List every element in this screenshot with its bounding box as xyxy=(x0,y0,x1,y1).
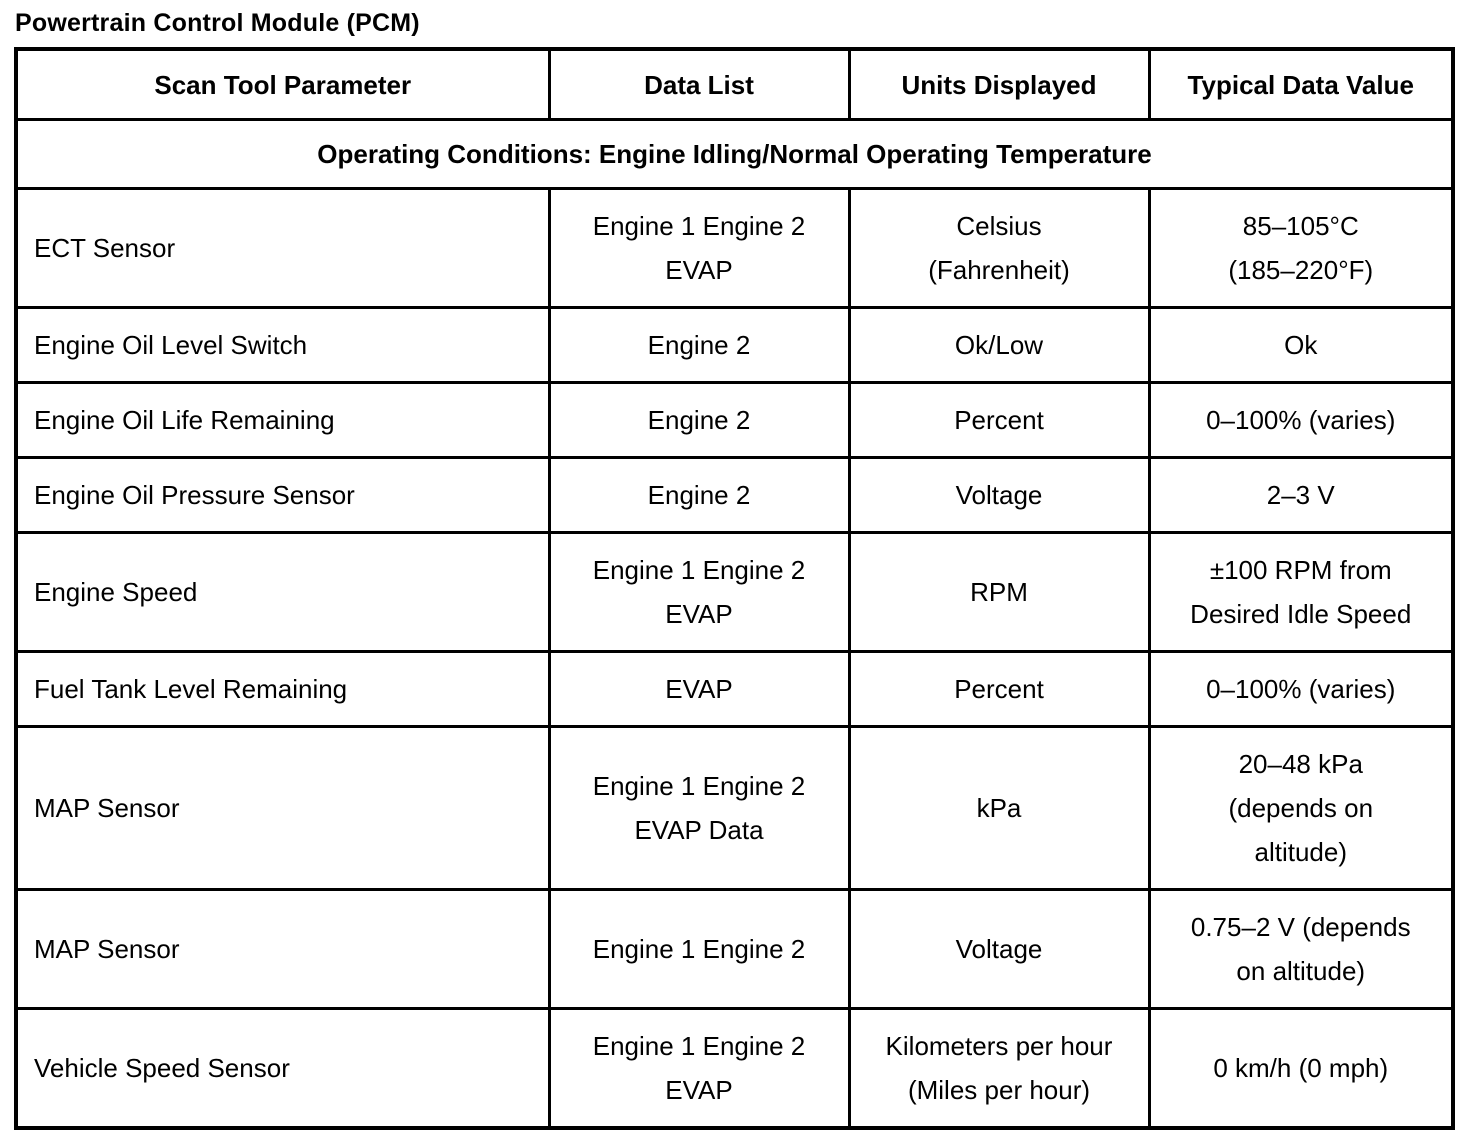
units-line: (Miles per hour) xyxy=(907,1075,1091,1105)
data-list-line: EVAP Data xyxy=(634,815,764,845)
typical-value-cell xyxy=(1149,1009,1453,1129)
units-line: Ok/Low xyxy=(954,330,1044,360)
typical-value-line: 2–3 V xyxy=(1266,480,1335,510)
units-cell xyxy=(849,383,1149,458)
data-list-line: Engine 1 Engine 2 xyxy=(592,934,806,964)
header-units-displayed: Units Displayed xyxy=(849,49,1149,120)
typical-value-cell xyxy=(1149,652,1453,727)
data-list-line: Engine 2 xyxy=(647,480,751,510)
table-row xyxy=(16,383,1453,458)
data-list-cell xyxy=(549,308,849,383)
units-line: Voltage xyxy=(955,934,1043,964)
typical-value-cell xyxy=(1149,308,1453,383)
header-typical-data-value: Typical Data Value xyxy=(1149,49,1453,120)
table-row xyxy=(16,308,1453,383)
header-scan-tool-parameter: Scan Tool Parameter xyxy=(16,49,549,120)
data-list-cell xyxy=(549,533,849,652)
data-list-cell xyxy=(549,189,849,308)
data-list-line: EVAP xyxy=(665,255,733,285)
table-row xyxy=(16,652,1453,727)
typical-value-cell xyxy=(1149,533,1453,652)
units-cell xyxy=(849,308,1149,383)
units-line: RPM xyxy=(970,577,1028,607)
data-list-cell xyxy=(549,890,849,1009)
data-list-line: EVAP xyxy=(665,1075,733,1105)
typical-value-cell xyxy=(1149,727,1453,890)
page-title: Powertrain Control Module (PCM) xyxy=(15,9,420,37)
data-list-line: Engine 2 xyxy=(647,330,751,360)
data-list-cell xyxy=(549,727,849,890)
units-line: (Fahrenheit) xyxy=(928,255,1070,285)
typical-value-line: Ok xyxy=(1284,330,1318,360)
data-list-line: Engine 1 Engine 2 xyxy=(592,211,806,241)
typical-value-line: (185–220°F) xyxy=(1228,255,1374,285)
typical-value-line: 0 km/h (0 mph) xyxy=(1213,1053,1389,1083)
data-list-cell xyxy=(549,458,849,533)
typical-value-line: 0.75–2 V (depends xyxy=(1190,912,1411,942)
pcm-data-table xyxy=(14,47,1455,1130)
typical-value-line: on altitude) xyxy=(1236,956,1366,986)
data-list-line: Engine 1 Engine 2 xyxy=(592,1031,806,1061)
table-row xyxy=(16,458,1453,533)
data-list-line: EVAP xyxy=(665,674,733,704)
units-cell xyxy=(849,652,1149,727)
typical-value-line: 85–105°C xyxy=(1242,211,1359,241)
units-line: Percent xyxy=(954,405,1044,435)
typical-value-line: altitude) xyxy=(1254,837,1347,867)
units-cell xyxy=(849,727,1149,890)
data-list-line: Engine 1 Engine 2 xyxy=(592,555,806,585)
typical-value-cell xyxy=(1149,383,1453,458)
typical-value-cell xyxy=(1149,890,1453,1009)
data-list-line: EVAP xyxy=(665,599,733,629)
table-row xyxy=(16,1009,1453,1129)
table-row xyxy=(16,890,1453,1009)
operating-conditions-heading: Operating Conditions: Engine Idling/Normal Operating Temperature xyxy=(16,120,1453,189)
table-row xyxy=(16,189,1453,308)
typical-value-line: 0–100% (varies) xyxy=(1206,405,1396,435)
data-list-cell xyxy=(549,1009,849,1129)
data-list-line: Engine 1 Engine 2 xyxy=(592,771,806,801)
parameter-cell: Engine Oil Pressure Sensor xyxy=(16,458,549,533)
parameter-cell: MAP Sensor xyxy=(16,890,549,1009)
units-cell xyxy=(849,189,1149,308)
data-list-cell xyxy=(549,383,849,458)
units-line: Voltage xyxy=(955,480,1043,510)
typical-value-cell xyxy=(1149,458,1453,533)
section-row xyxy=(16,120,1453,189)
parameter-cell: Fuel Tank Level Remaining xyxy=(16,652,549,727)
data-list-cell xyxy=(549,652,849,727)
parameter-cell: Engine Oil Level Switch xyxy=(16,308,549,383)
units-cell xyxy=(849,1009,1149,1129)
typical-value-cell xyxy=(1149,189,1453,308)
units-line: kPa xyxy=(976,793,1022,823)
typical-value-line: (depends on xyxy=(1228,793,1374,823)
units-cell xyxy=(849,890,1149,1009)
typical-value-line: 20–48 kPa xyxy=(1238,749,1363,779)
typical-value-line: Desired Idle Speed xyxy=(1190,599,1412,629)
table-row xyxy=(16,727,1453,890)
parameter-cell: ECT Sensor xyxy=(16,189,549,308)
table-row xyxy=(16,533,1453,652)
data-list-line: Engine 2 xyxy=(647,405,751,435)
units-line: Kilometers per hour xyxy=(885,1031,1113,1061)
parameter-cell: Engine Oil Life Remaining xyxy=(16,383,549,458)
typical-value-line: ±100 RPM from xyxy=(1209,555,1392,585)
parameter-cell: Engine Speed xyxy=(16,533,549,652)
parameter-cell: Vehicle Speed Sensor xyxy=(16,1009,549,1129)
header-data-list: Data List xyxy=(549,49,849,120)
typical-value-line: 0–100% (varies) xyxy=(1206,674,1396,704)
parameter-cell: MAP Sensor xyxy=(16,727,549,890)
table-header-row xyxy=(16,49,1453,120)
units-cell xyxy=(849,458,1149,533)
units-line: Percent xyxy=(954,674,1044,704)
units-line: Celsius xyxy=(956,211,1042,241)
units-cell xyxy=(849,533,1149,652)
